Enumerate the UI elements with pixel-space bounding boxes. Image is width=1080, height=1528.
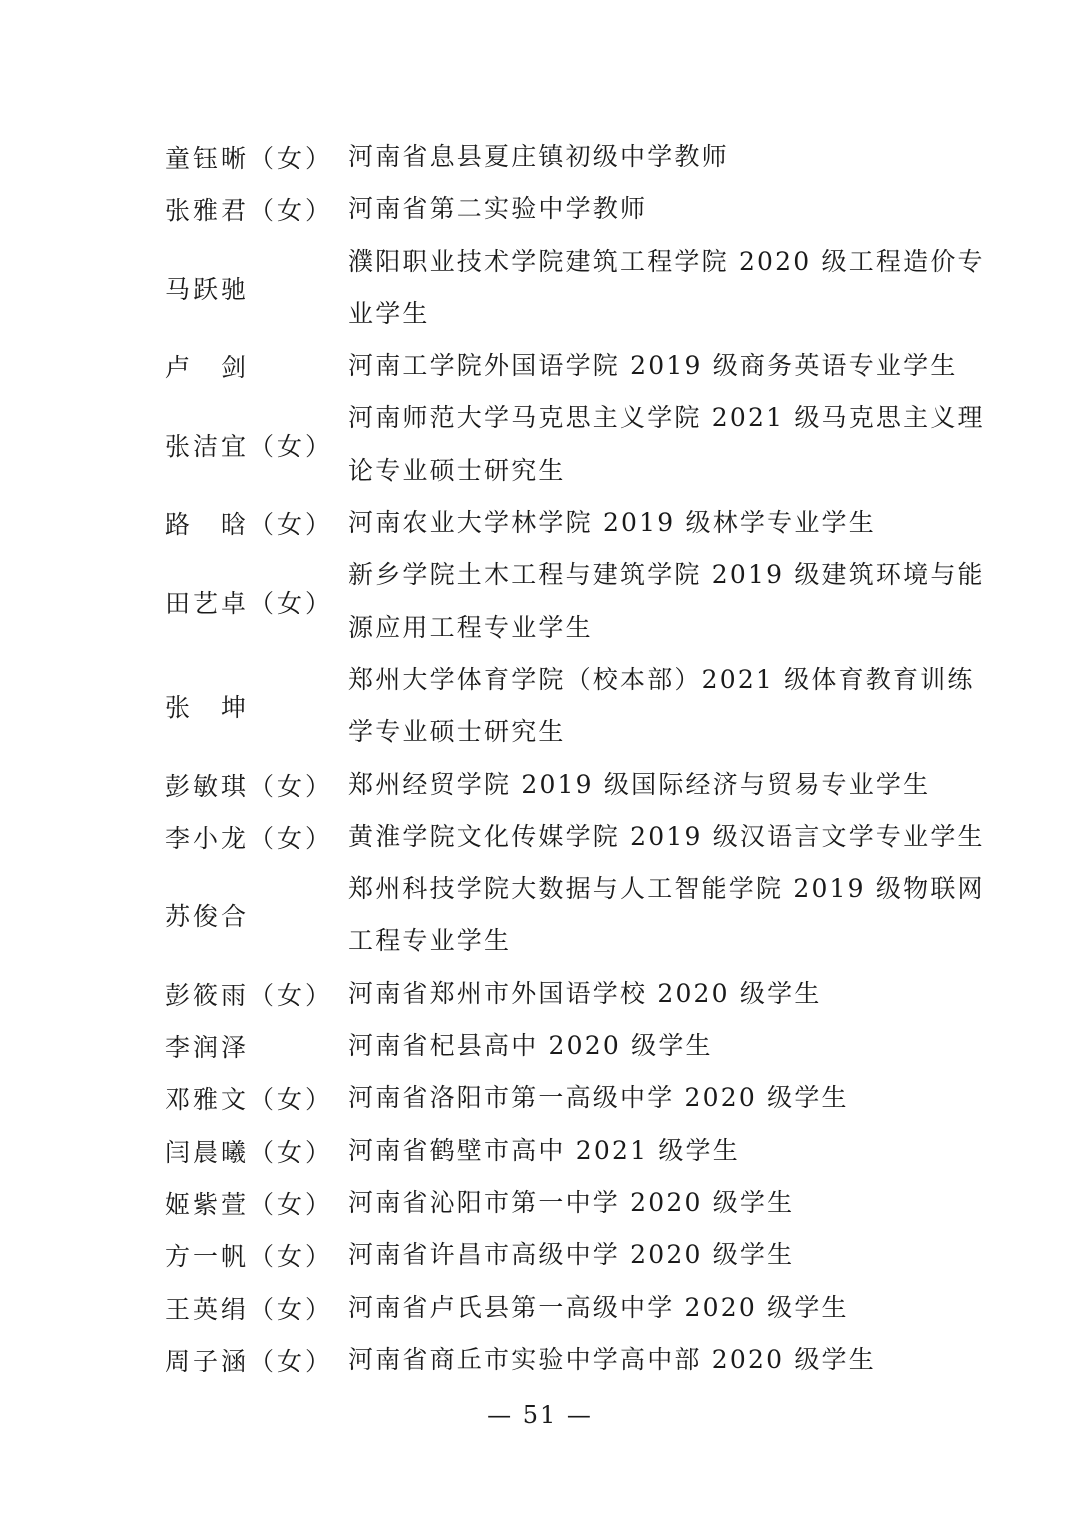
list-item	[0, 497, 1080, 549]
honoree-list	[0, 131, 1080, 1386]
list-item	[0, 759, 1080, 811]
list-item	[0, 811, 1080, 863]
person-affiliation	[348, 497, 918, 549]
list-item	[0, 863, 1080, 968]
affiliation-line: 河南省第二实验中学教师	[348, 194, 648, 224]
person-name: 彭敏琪（女）	[165, 771, 334, 801]
affiliation-line: 河南省郑州市外国语学校 2020 级学生	[348, 978, 822, 1008]
list-item	[0, 131, 1080, 183]
person-name: 苏俊合	[165, 902, 250, 932]
affiliation-line: 郑州科技学院大数据与人工智能学院 2019 级物联网	[348, 874, 985, 904]
affiliation-line: 河南省杞县高中 2020 级学生	[348, 1031, 713, 1061]
person-name: 张洁宜（女）	[165, 431, 334, 461]
list-item	[0, 183, 1080, 235]
list-item	[0, 1229, 1080, 1281]
person-name: 卢 剑	[165, 353, 250, 383]
affiliation-line: 河南省息县夏庄镇初级中学教师	[348, 142, 729, 171]
affiliation-line: 河南农业大学林学院 2019 级林学专业学生	[348, 508, 876, 538]
list-item	[0, 1020, 1080, 1072]
person-name: 李润泽	[165, 1033, 250, 1063]
person-affiliation	[348, 131, 918, 183]
person-name: 周子涵（女）	[165, 1346, 334, 1376]
affiliation-line: 工程专业学生	[348, 926, 512, 956]
list-item	[0, 1125, 1080, 1177]
person-name: 方一帆（女）	[165, 1242, 334, 1272]
list-item	[0, 1282, 1080, 1334]
person-affiliation	[348, 811, 985, 863]
affiliation-line: 业学生	[348, 298, 430, 328]
person-affiliation	[348, 968, 918, 1020]
affiliation-line: 河南省商丘市实验中学高中部 2020 级学生	[348, 1344, 876, 1374]
list-item	[0, 968, 1080, 1020]
affiliation-line: 源应用工程专业学生	[348, 612, 593, 642]
person-affiliation	[348, 392, 985, 497]
affiliation-line: 河南省鹤壁市高中 2021 级学生	[348, 1135, 740, 1165]
person-affiliation	[348, 1072, 918, 1124]
list-item	[0, 236, 1080, 341]
list-item	[0, 654, 1080, 759]
affiliation-line: 濮阳职业技术学院建筑工程学院 2020 级工程造价专	[348, 246, 985, 276]
person-affiliation	[348, 1334, 918, 1386]
person-affiliation	[348, 549, 985, 654]
person-affiliation	[348, 1020, 918, 1072]
person-affiliation	[348, 1229, 918, 1281]
affiliation-line: 新乡学院土木工程与建筑学院 2019 级建筑环境与能	[348, 560, 985, 590]
person-affiliation	[348, 654, 975, 759]
list-item	[0, 1334, 1080, 1386]
person-affiliation	[348, 863, 985, 968]
person-affiliation	[348, 1177, 918, 1229]
affiliation-line: 郑州经贸学院 2019 级国际经济与贸易专业学生	[348, 769, 931, 799]
person-name: 童钰晰（女）	[165, 144, 334, 174]
person-name: 闫晨曦（女）	[165, 1137, 334, 1167]
affiliation-line: 黄淮学院文化传媒学院 2019 级汉语言文学专业学生	[348, 821, 985, 851]
person-name: 田艺卓（女）	[165, 588, 334, 618]
person-affiliation	[348, 340, 958, 392]
affiliation-line: 河南工学院外国语学院 2019 级商务英语专业学生	[348, 351, 958, 381]
affiliation-line: 郑州大学体育学院（校本部）2021 级体育教育训练	[348, 664, 975, 694]
person-name: 马跃驰	[165, 274, 250, 304]
person-name: 张雅君（女）	[165, 196, 334, 226]
person-name: 李小龙（女）	[165, 824, 334, 853]
person-name: 彭筱雨（女）	[165, 980, 334, 1010]
person-name: 张 坤	[165, 693, 250, 723]
affiliation-line: 河南师范大学马克思主义学院 2021 级马克思主义理	[348, 403, 985, 433]
affiliation-line: 河南省卢氏县第一高级中学 2020 级学生	[348, 1292, 849, 1322]
person-name: 王英绢（女）	[165, 1294, 334, 1324]
list-item	[0, 1177, 1080, 1229]
person-name: 姬紫萱（女）	[165, 1190, 334, 1220]
person-affiliation	[348, 183, 918, 235]
person-affiliation	[348, 1282, 918, 1334]
list-item	[0, 340, 1080, 392]
person-affiliation	[348, 759, 931, 811]
person-affiliation	[348, 1125, 918, 1177]
list-item	[0, 1072, 1080, 1124]
person-affiliation	[348, 236, 985, 341]
affiliation-line: 学专业硕士研究生	[348, 717, 566, 747]
list-item	[0, 392, 1080, 497]
affiliation-line: 河南省许昌市高级中学 2020 级学生	[348, 1240, 795, 1270]
list-item	[0, 549, 1080, 654]
person-name: 路 晗（女）	[165, 510, 334, 540]
page-number: — 51 —	[487, 1401, 593, 1429]
affiliation-line: 论专业硕士研究生	[348, 455, 566, 485]
person-name: 邓雅文（女）	[165, 1085, 334, 1115]
affiliation-line: 河南省沁阳市第一中学 2020 级学生	[348, 1187, 795, 1217]
affiliation-line: 河南省洛阳市第一高级中学 2020 级学生	[348, 1083, 849, 1113]
